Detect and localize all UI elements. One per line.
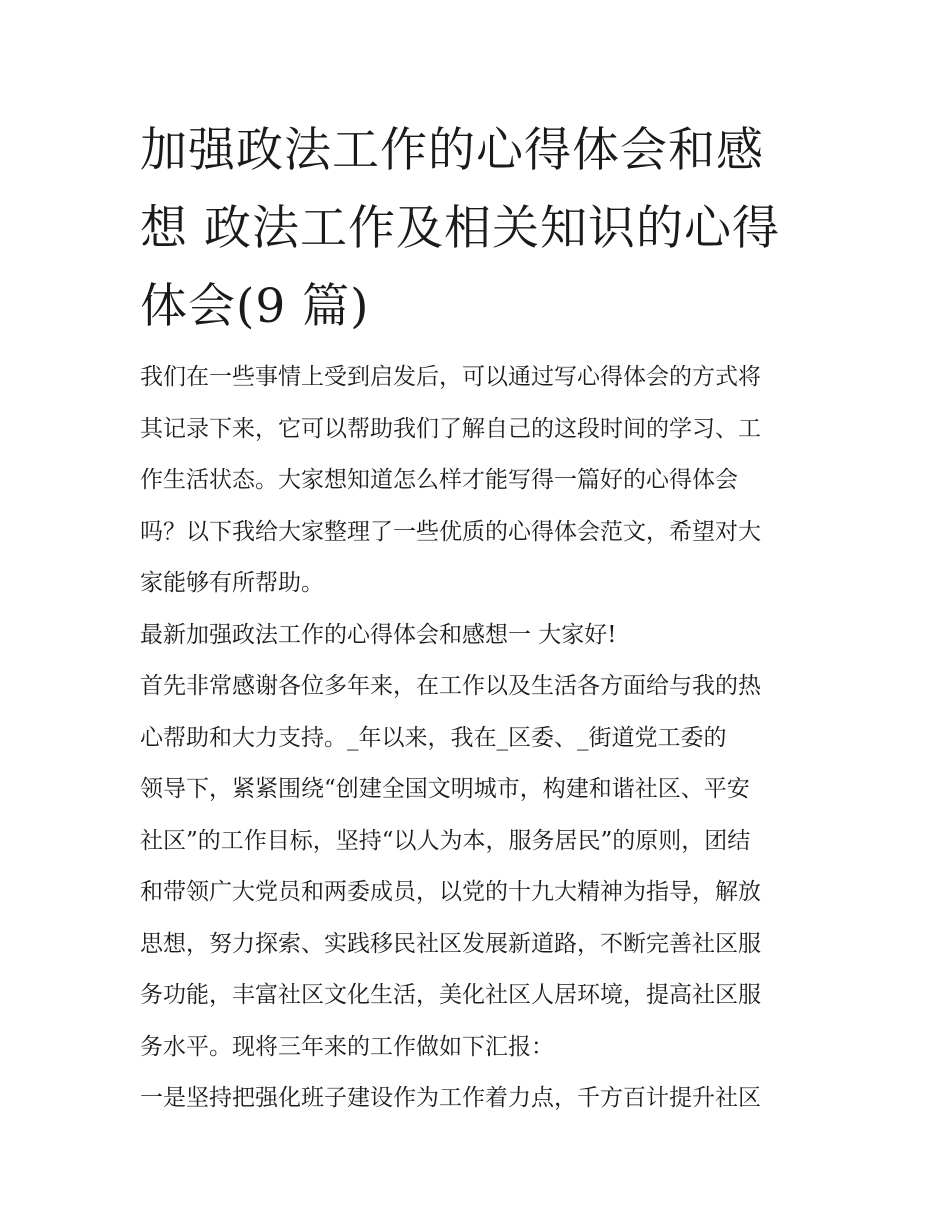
text-line: 最新加强政法工作的心得体会和感想一 大家好! (140, 621, 617, 648)
text-line: 思想，努力探索、实践移民社区发展新道路，不断完善社区服 (140, 930, 761, 957)
text-line: 和带领广大党员和两委成员，以党的十九大精神为指导，解放 (140, 879, 761, 905)
title-line: 体会(9 篇) (140, 279, 370, 334)
body-paragraph (140, 661, 820, 1073)
section-heading-paragraph (140, 610, 820, 662)
text-line: 家能够有所帮助。 (140, 570, 324, 596)
text-line: 社区”的工作目标，坚持“以人为本，服务居民”的原则，团结 (140, 827, 751, 854)
document-body (140, 352, 820, 1125)
body-paragraph (140, 1073, 820, 1125)
text-line: 务功能，丰富社区文化生活，美化社区人居环境，提高社区服 (140, 982, 761, 1008)
document-title (140, 112, 820, 346)
title-line: 加强政法工作的心得体会和感 (140, 123, 764, 178)
title-line: 想 政法工作及相关知识的心得 (140, 201, 780, 256)
text-line: 吗？以下我给大家整理了一些优质的心得体会范文，希望对大 (140, 518, 761, 545)
text-line: 作生活状态。大家想知道怎么样才能写得一篇好的心得体会 (140, 467, 738, 493)
text-line: 心帮助和大力支持。_年以来，我在_区委、_街道党工委的 (140, 724, 727, 751)
text-line: 务水平。现将三年来的工作做如下汇报： (140, 1033, 554, 1060)
text-line: 其记录下来，它可以帮助我们了解自己的这段时间的学习、工 (140, 415, 761, 442)
text-line: 我们在一些事情上受到启发后，可以通过写心得体会的方式将 (140, 364, 761, 390)
intro-paragraph (140, 352, 820, 610)
text-line: 首先非常感谢各位多年来，在工作以及生活各方面给与我的热 (140, 673, 761, 699)
text-line: 一是坚持把强化班子建设作为工作着力点，千方百计提升社区 (140, 1085, 761, 1111)
text-line: 领导下，紧紧围绕“创建全国文明城市，构建和谐社区、平安 (140, 776, 750, 802)
